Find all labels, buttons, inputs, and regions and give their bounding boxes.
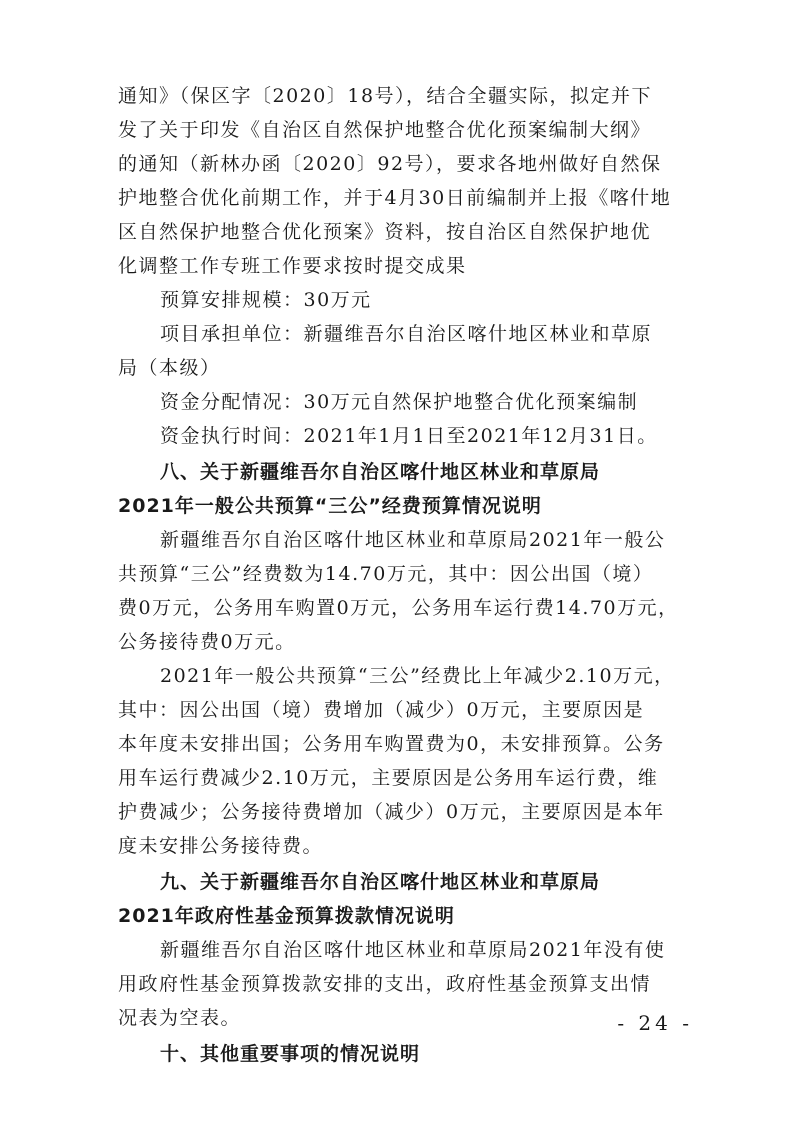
- body-line: 其中：因公出国（境）费增加（减少）0万元，主要原因是: [118, 699, 645, 721]
- body-line: 共预算“三公”经费数为14.70万元，其中：因公出国（境）: [118, 563, 654, 585]
- body-line: 用车运行费减少2.10万元，主要原因是公务用车运行费，维: [118, 767, 659, 789]
- project-unit-line: 项目承担单位：新疆维吾尔自治区喀什地区林业和草原: [160, 323, 653, 345]
- body-line: 局（本级）: [118, 357, 221, 379]
- section-heading-9: 九、关于新疆维吾尔自治区喀什地区林业和草原局: [160, 871, 601, 893]
- section-heading-9-cont: 2021年政府性基金预算拨款情况说明: [118, 905, 455, 927]
- body-line: 况表为空表。: [118, 1007, 242, 1029]
- fund-allocation-line: 资金分配情况：30万元自然保护地整合优化预案编制: [160, 391, 639, 413]
- body-line: 公务接待费0万元。: [118, 631, 296, 653]
- body-line: 新疆维吾尔自治区喀什地区林业和草原局2021年没有使: [160, 939, 666, 961]
- body-line: 度未安排公务接待费。: [118, 835, 324, 857]
- page-number: - 24 -: [617, 1011, 693, 1035]
- body-line: 新疆维吾尔自治区喀什地区林业和草原局2021年一般公: [160, 529, 666, 551]
- section-heading-8: 八、关于新疆维吾尔自治区喀什地区林业和草原局: [160, 461, 601, 483]
- body-line: 本年度未安排出国；公务用车购置费为0，未安排预算。公务: [118, 733, 665, 755]
- section-heading-8-cont: 2021年一般公共预算“三公”经费预算情况说明: [118, 495, 542, 517]
- body-line: 护地整合优化前期工作，并于4月30日前编制并上报《喀什地: [118, 187, 672, 209]
- body-line: 发了关于印发《自治区自然保护地整合优化预案编制大纲》: [118, 119, 652, 141]
- body-line: 2021年一般公共预算“三公”经费比上年减少2.10万元，: [160, 665, 675, 687]
- section-heading-10: 十、其他重要事项的情况说明: [160, 1043, 421, 1065]
- body-line: 护费减少；公务接待费增加（减少）0万元，主要原因是本年: [118, 801, 665, 823]
- body-line: 区自然保护地整合优化预案》资料，按自治区自然保护地优: [118, 221, 652, 243]
- fund-execution-time-line: 资金执行时间：2021年1月1日至2021年12月31日。: [160, 425, 658, 447]
- budget-scale-line: 预算安排规模：30万元: [160, 289, 372, 311]
- body-line: 用政府性基金预算拨款安排的支出，政府性基金预算支出情: [118, 973, 652, 995]
- body-line: 通知》（保区字〔2020〕18号），结合全疆实际，拟定并下: [118, 85, 653, 107]
- body-line: 费0万元，公务用车购置0万元，公务用车运行费14.70万元，: [118, 597, 679, 619]
- body-line: 的通知（新林办函〔2020〕92号），要求各地州做好自然保: [118, 153, 662, 175]
- body-line: 化调整工作专班工作要求按时提交成果: [118, 255, 467, 277]
